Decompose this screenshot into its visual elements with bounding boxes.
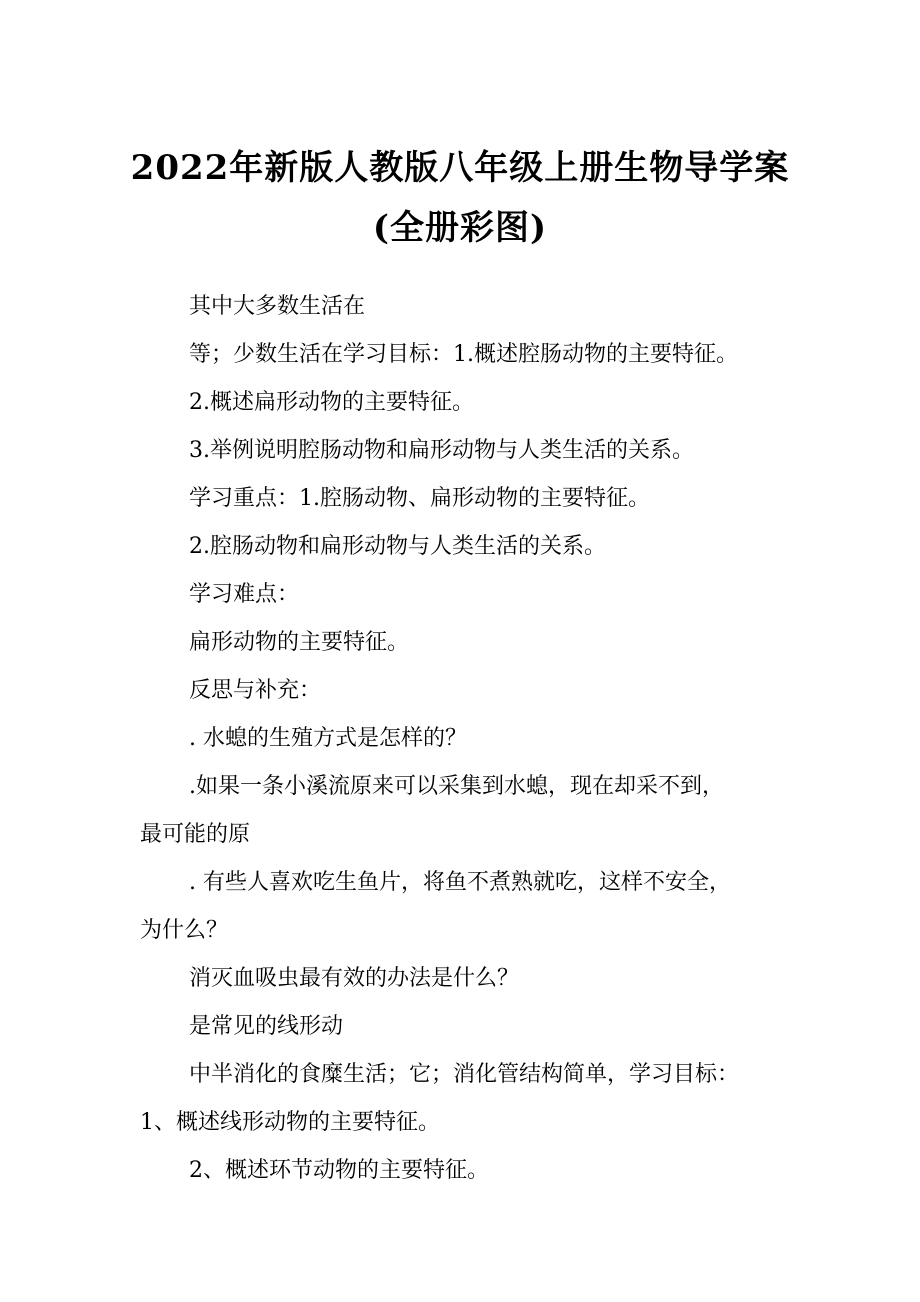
- text-line: .如果一条小溪流原来可以采集到水螅，现在却采不到，: [189, 774, 724, 799]
- text-line: . 水螅的生殖方式是怎样的？: [189, 726, 467, 751]
- document-title-line2: (全册彩图): [372, 208, 548, 248]
- document-title-line1: 2022年新版人教版八年级上册生物导学案: [130, 148, 790, 188]
- text-line: 2.概述扁形动物的主要特征。: [189, 390, 474, 415]
- text-line: . 有些人喜欢吃生鱼片，将鱼不煮熟就吃，这样不安全，: [189, 870, 731, 895]
- text-line: 其中大多数生活在: [189, 294, 366, 319]
- text-line: 等；少数生活在学习目标：1.概述腔肠动物的主要特征。: [189, 342, 738, 367]
- text-line: 消灭血吸虫最有效的办法是什么？: [189, 966, 520, 991]
- document-body: [140, 283, 780, 1195]
- text-line: 为什么？: [140, 918, 229, 943]
- text-line: 学习重点：1.腔肠动物、扁形动物的主要特征。: [189, 486, 650, 511]
- text-line: 2、概述环节动物的主要特征。: [189, 1158, 489, 1183]
- text-line: 1、概述线形动物的主要特征。: [140, 1110, 440, 1135]
- text-line: 反思与补充：: [189, 678, 322, 703]
- text-line: 学习难点：: [189, 582, 300, 607]
- text-line: 中半消化的食糜生活；它；消化管结构简单，学习目标：: [189, 1062, 740, 1087]
- text-line: 扁形动物的主要特征。: [189, 630, 410, 655]
- text-line: 是常见的线形动: [189, 1014, 344, 1039]
- text-line: 2.腔肠动物和扁形动物与人类生活的关系。: [189, 534, 606, 559]
- text-line: 3.举例说明腔肠动物和扁形动物与人类生活的关系。: [189, 438, 694, 463]
- text-line: 最可能的原: [140, 822, 251, 847]
